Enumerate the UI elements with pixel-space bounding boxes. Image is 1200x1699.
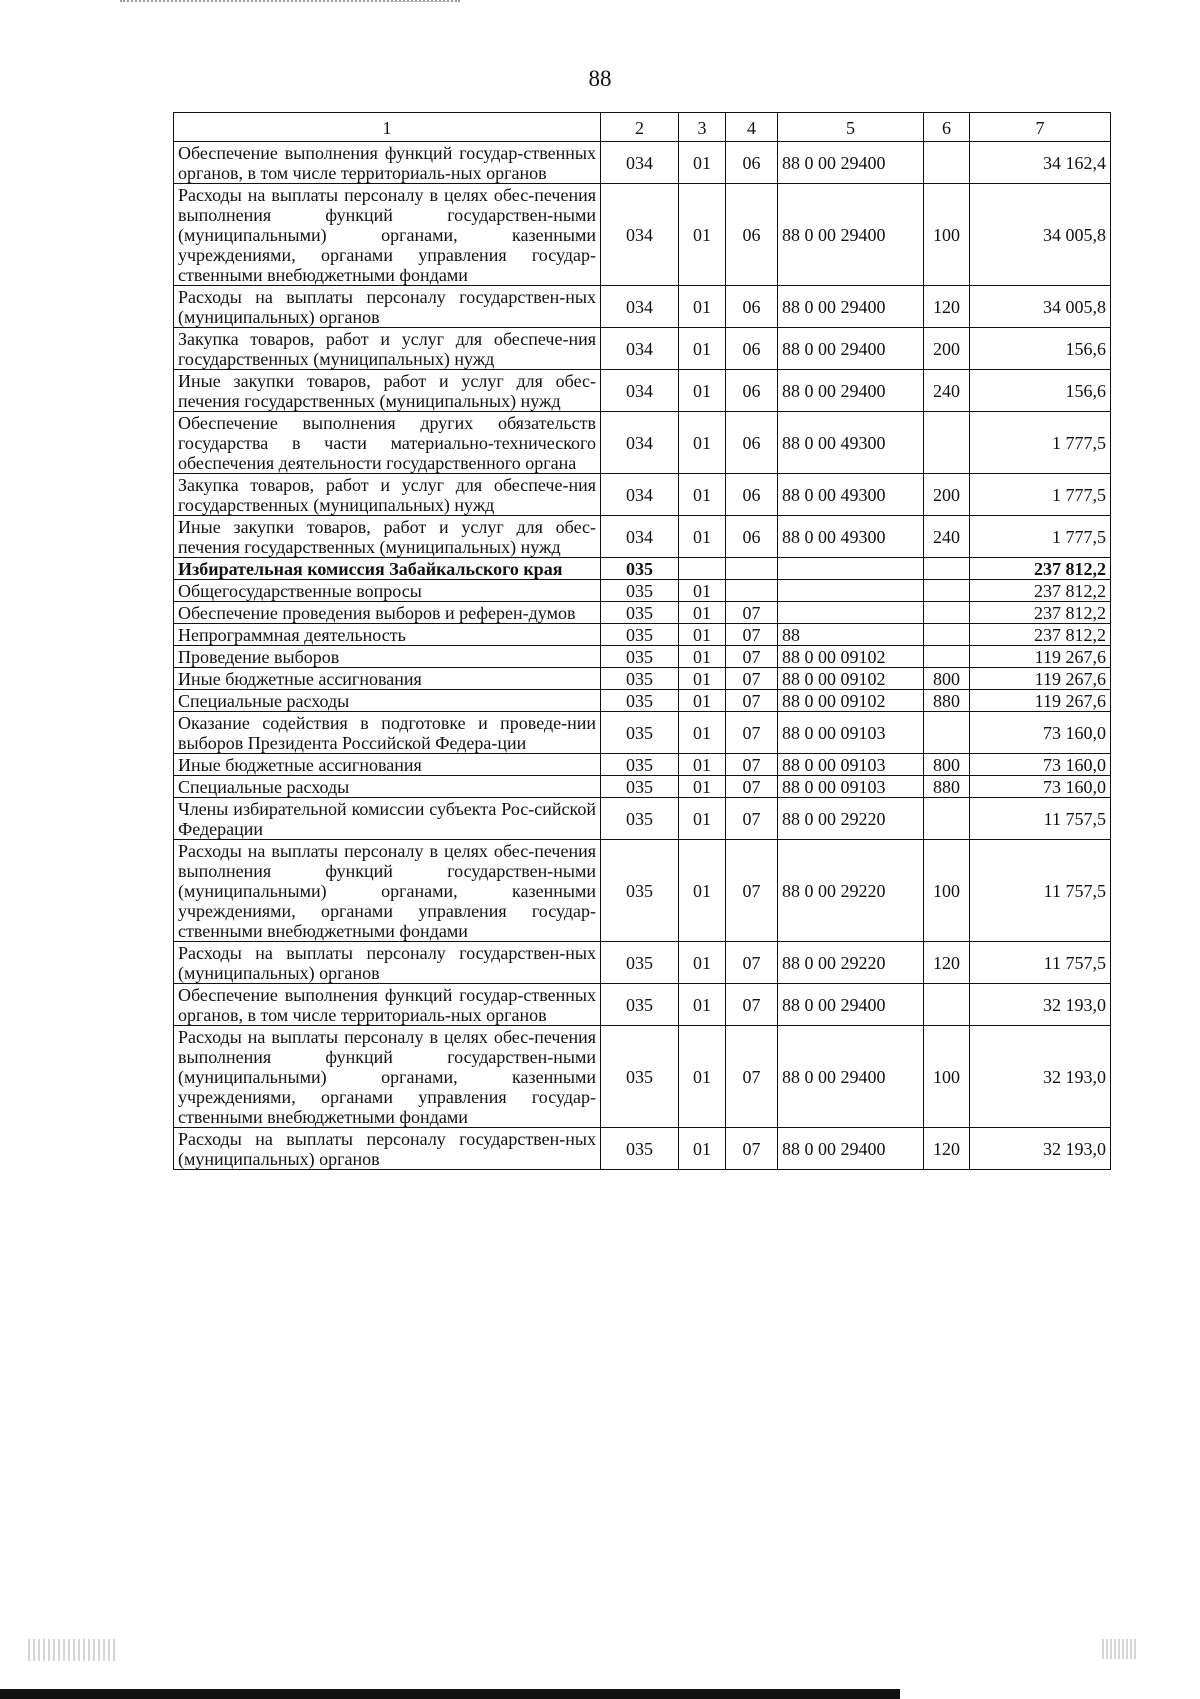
table-row bbox=[174, 516, 1111, 558]
cell-target-article: 88 0 00 29220 bbox=[778, 942, 924, 984]
cell-name: Непрограммная деятельность bbox=[174, 624, 601, 646]
cell-name: Расходы на выплаты персоналу в целях обес-печения выполнения функций государствен-ными (муниципальными) органами, казенными учреждениями, органами управления государ-ственными внебюджетными фондами bbox=[174, 840, 601, 942]
column-header: 4 bbox=[726, 113, 778, 142]
cell-section-code: 01 bbox=[679, 1026, 726, 1128]
cell-section-code: 01 bbox=[679, 646, 726, 668]
cell-amount: 119 267,6 bbox=[970, 668, 1111, 690]
table-row bbox=[174, 668, 1111, 690]
cell-target-article: 88 bbox=[778, 624, 924, 646]
cell-name: Расходы на выплаты персоналу государствен-ных (муниципальных) органов bbox=[174, 1128, 601, 1170]
cell-amount: 73 160,0 bbox=[970, 712, 1111, 754]
cell-subsection-code: 07 bbox=[726, 624, 778, 646]
cell-expense-kind: 240 bbox=[924, 370, 970, 412]
cell-subsection-code: 07 bbox=[726, 984, 778, 1026]
table-row bbox=[174, 1026, 1111, 1128]
cell-name: Расходы на выплаты персоналу в целях обес-печения выполнения функций государствен-ными (муниципальными) органами, казенными учреждениями, органами управления государ-ственными внебюджетными фондами bbox=[174, 1026, 601, 1128]
cell-ministry-code: 035 bbox=[601, 776, 679, 798]
table-row bbox=[174, 286, 1111, 328]
cell-subsection-code: 06 bbox=[726, 370, 778, 412]
cell-name: Оказание содействия в подготовке и проведе-нии выборов Президента Российской Федера-ции bbox=[174, 712, 601, 754]
cell-amount: 237 812,2 bbox=[970, 602, 1111, 624]
cell-expense-kind: 120 bbox=[924, 286, 970, 328]
cell-amount: 34 005,8 bbox=[970, 184, 1111, 286]
cell-name: Расходы на выплаты персоналу в целях обес-печения выполнения функций государствен-ными (муниципальными) органами, казенными учреждениями, органами управления государ-ственными внебюджетными фондами bbox=[174, 184, 601, 286]
cell-section-code: 01 bbox=[679, 370, 726, 412]
cell-subsection-code: 07 bbox=[726, 602, 778, 624]
cell-name: Иные закупки товаров, работ и услуг для обес-печения государственных (муниципальных) нужд bbox=[174, 516, 601, 558]
cell-expense-kind bbox=[924, 712, 970, 754]
cell-name: Иные бюджетные ассигнования bbox=[174, 668, 601, 690]
page-number: 88 bbox=[588, 66, 612, 91]
cell-subsection-code: 07 bbox=[726, 668, 778, 690]
cell-subsection-code: 07 bbox=[726, 840, 778, 942]
cell-name: Иные бюджетные ассигнования bbox=[174, 754, 601, 776]
cell-amount: 237 812,2 bbox=[970, 624, 1111, 646]
cell-ministry-code: 035 bbox=[601, 624, 679, 646]
cell-section-code: 01 bbox=[679, 798, 726, 840]
cell-section-code: 01 bbox=[679, 184, 726, 286]
cell-target-article bbox=[778, 580, 924, 602]
cell-name: Обеспечение выполнения функций государ-ственных органов, в том числе территориаль-ных органов bbox=[174, 984, 601, 1026]
cell-expense-kind: 200 bbox=[924, 328, 970, 370]
cell-expense-kind: 880 bbox=[924, 690, 970, 712]
cell-ministry-code: 034 bbox=[601, 286, 679, 328]
cell-name: Проведение выборов bbox=[174, 646, 601, 668]
cell-section-code: 01 bbox=[679, 1128, 726, 1170]
cell-subsection-code: 07 bbox=[726, 646, 778, 668]
cell-expense-kind bbox=[924, 798, 970, 840]
cell-section-code: 01 bbox=[679, 516, 726, 558]
cell-section-code: 01 bbox=[679, 602, 726, 624]
cell-expense-kind: 800 bbox=[924, 668, 970, 690]
cell-ministry-code: 035 bbox=[601, 1026, 679, 1128]
cell-amount: 1 777,5 bbox=[970, 474, 1111, 516]
cell-expense-kind bbox=[924, 646, 970, 668]
cell-subsection-code: 07 bbox=[726, 798, 778, 840]
cell-ministry-code: 034 bbox=[601, 412, 679, 474]
cell-target-article: 88 0 00 09103 bbox=[778, 712, 924, 754]
cell-ministry-code: 035 bbox=[601, 712, 679, 754]
cell-name: Избирательная комиссия Забайкальского края bbox=[174, 558, 601, 580]
table-row bbox=[174, 798, 1111, 840]
cell-amount: 11 757,5 bbox=[970, 798, 1111, 840]
cell-target-article: 88 0 00 09103 bbox=[778, 776, 924, 798]
cell-target-article: 88 0 00 29400 bbox=[778, 328, 924, 370]
cell-subsection-code: 07 bbox=[726, 1128, 778, 1170]
cell-expense-kind bbox=[924, 580, 970, 602]
cell-name: Обеспечение проведения выборов и референ-думов bbox=[174, 602, 601, 624]
cell-amount: 73 160,0 bbox=[970, 776, 1111, 798]
table-row bbox=[174, 690, 1111, 712]
cell-section-code: 01 bbox=[679, 942, 726, 984]
table-row bbox=[174, 754, 1111, 776]
cell-ministry-code: 035 bbox=[601, 668, 679, 690]
cell-target-article: 88 0 00 49300 bbox=[778, 516, 924, 558]
table-row bbox=[174, 776, 1111, 798]
cell-amount: 34 005,8 bbox=[970, 286, 1111, 328]
cell-expense-kind bbox=[924, 558, 970, 580]
cell-ministry-code: 035 bbox=[601, 602, 679, 624]
cell-target-article: 88 0 00 29220 bbox=[778, 840, 924, 942]
cell-amount: 32 193,0 bbox=[970, 984, 1111, 1026]
cell-amount: 32 193,0 bbox=[970, 1128, 1111, 1170]
cell-expense-kind bbox=[924, 624, 970, 646]
cell-section-code: 01 bbox=[679, 668, 726, 690]
cell-target-article bbox=[778, 602, 924, 624]
cell-amount: 119 267,6 bbox=[970, 646, 1111, 668]
cell-ministry-code: 034 bbox=[601, 516, 679, 558]
column-header: 7 bbox=[970, 113, 1111, 142]
cell-expense-kind: 240 bbox=[924, 516, 970, 558]
cell-subsection-code: 06 bbox=[726, 142, 778, 184]
cell-subsection-code: 06 bbox=[726, 328, 778, 370]
cell-name: Специальные расходы bbox=[174, 690, 601, 712]
cell-section-code: 01 bbox=[679, 624, 726, 646]
cell-target-article: 88 0 00 09102 bbox=[778, 646, 924, 668]
cell-name: Иные закупки товаров, работ и услуг для обес-печения государственных (муниципальных) нужд bbox=[174, 370, 601, 412]
cell-amount: 1 777,5 bbox=[970, 516, 1111, 558]
table-body bbox=[174, 142, 1111, 1170]
cell-section-code: 01 bbox=[679, 712, 726, 754]
budget-table bbox=[173, 112, 1111, 1170]
cell-name: Члены избирательной комиссии субъекта Рос-сийской Федерации bbox=[174, 798, 601, 840]
cell-expense-kind: 800 bbox=[924, 754, 970, 776]
cell-amount: 11 757,5 bbox=[970, 942, 1111, 984]
cell-expense-kind bbox=[924, 142, 970, 184]
cell-amount: 73 160,0 bbox=[970, 754, 1111, 776]
cell-ministry-code: 035 bbox=[601, 558, 679, 580]
cell-ministry-code: 035 bbox=[601, 1128, 679, 1170]
table-row bbox=[174, 142, 1111, 184]
cell-section-code: 01 bbox=[679, 754, 726, 776]
cell-ministry-code: 034 bbox=[601, 370, 679, 412]
cell-target-article: 88 0 00 09102 bbox=[778, 690, 924, 712]
cell-name: Закупка товаров, работ и услуг для обеспече-ния государственных (муниципальных) нужд bbox=[174, 328, 601, 370]
cell-target-article: 88 0 00 49300 bbox=[778, 474, 924, 516]
scan-top-edge-line bbox=[390, 1, 450, 2]
cell-section-code bbox=[679, 558, 726, 580]
cell-section-code: 01 bbox=[679, 328, 726, 370]
table-row bbox=[174, 474, 1111, 516]
cell-expense-kind: 100 bbox=[924, 1026, 970, 1128]
cell-ministry-code: 034 bbox=[601, 474, 679, 516]
cell-expense-kind: 200 bbox=[924, 474, 970, 516]
cell-subsection-code: 07 bbox=[726, 754, 778, 776]
cell-amount: 156,6 bbox=[970, 370, 1111, 412]
cell-expense-kind: 100 bbox=[924, 840, 970, 942]
cell-amount: 1 777,5 bbox=[970, 412, 1111, 474]
table-row bbox=[174, 1128, 1111, 1170]
cell-subsection-code: 06 bbox=[726, 516, 778, 558]
cell-section-code: 01 bbox=[679, 142, 726, 184]
cell-amount: 119 267,6 bbox=[970, 690, 1111, 712]
table-row bbox=[174, 984, 1111, 1026]
table-row bbox=[174, 580, 1111, 602]
table-row bbox=[174, 558, 1111, 580]
cell-section-code: 01 bbox=[679, 984, 726, 1026]
cell-subsection-code: 07 bbox=[726, 690, 778, 712]
cell-ministry-code: 035 bbox=[601, 984, 679, 1026]
cell-target-article: 88 0 00 29400 bbox=[778, 370, 924, 412]
cell-expense-kind: 880 bbox=[924, 776, 970, 798]
cell-target-article: 88 0 00 29220 bbox=[778, 798, 924, 840]
cell-ministry-code: 035 bbox=[601, 942, 679, 984]
column-header: 5 bbox=[778, 113, 924, 142]
cell-section-code: 01 bbox=[679, 580, 726, 602]
table-header-row bbox=[174, 113, 1111, 142]
cell-section-code: 01 bbox=[679, 776, 726, 798]
column-header: 6 bbox=[924, 113, 970, 142]
table-row bbox=[174, 942, 1111, 984]
cell-section-code: 01 bbox=[679, 412, 726, 474]
cell-target-article: 88 0 00 49300 bbox=[778, 412, 924, 474]
cell-name: Общегосударственные вопросы bbox=[174, 580, 601, 602]
table-row bbox=[174, 840, 1111, 942]
cell-name: Расходы на выплаты персоналу государствен-ных (муниципальных) органов bbox=[174, 286, 601, 328]
cell-target-article: 88 0 00 29400 bbox=[778, 1026, 924, 1128]
cell-name: Расходы на выплаты персоналу государствен-ных (муниципальных) органов bbox=[174, 942, 601, 984]
cell-target-article bbox=[778, 558, 924, 580]
cell-subsection-code: 06 bbox=[726, 474, 778, 516]
cell-expense-kind bbox=[924, 412, 970, 474]
cell-target-article: 88 0 00 09103 bbox=[778, 754, 924, 776]
cell-name: Специальные расходы bbox=[174, 776, 601, 798]
column-header: 3 bbox=[679, 113, 726, 142]
cell-expense-kind: 120 bbox=[924, 1128, 970, 1170]
cell-name: Закупка товаров, работ и услуг для обеспече-ния государственных (муниципальных) нужд bbox=[174, 474, 601, 516]
cell-amount: 34 162,4 bbox=[970, 142, 1111, 184]
cell-target-article: 88 0 00 29400 bbox=[778, 184, 924, 286]
table-row bbox=[174, 602, 1111, 624]
table-row bbox=[174, 412, 1111, 474]
cell-section-code: 01 bbox=[679, 840, 726, 942]
cell-ministry-code: 035 bbox=[601, 754, 679, 776]
cell-ministry-code: 034 bbox=[601, 328, 679, 370]
table-row bbox=[174, 646, 1111, 668]
cell-subsection-code: 06 bbox=[726, 184, 778, 286]
cell-ministry-code: 034 bbox=[601, 184, 679, 286]
cell-target-article: 88 0 00 29400 bbox=[778, 984, 924, 1026]
cell-subsection-code bbox=[726, 580, 778, 602]
cell-amount: 32 193,0 bbox=[970, 1026, 1111, 1128]
cell-section-code: 01 bbox=[679, 286, 726, 328]
cell-subsection-code: 07 bbox=[726, 942, 778, 984]
cell-amount: 237 812,2 bbox=[970, 580, 1111, 602]
cell-subsection-code: 07 bbox=[726, 776, 778, 798]
cell-section-code: 01 bbox=[679, 474, 726, 516]
cell-amount: 156,6 bbox=[970, 328, 1111, 370]
cell-ministry-code: 035 bbox=[601, 580, 679, 602]
cell-target-article: 88 0 00 29400 bbox=[778, 1128, 924, 1170]
cell-subsection-code bbox=[726, 558, 778, 580]
cell-expense-kind bbox=[924, 602, 970, 624]
cell-expense-kind: 100 bbox=[924, 184, 970, 286]
cell-section-code: 01 bbox=[679, 690, 726, 712]
cell-ministry-code: 035 bbox=[601, 840, 679, 942]
column-header: 1 bbox=[174, 113, 601, 142]
cell-target-article: 88 0 00 29400 bbox=[778, 142, 924, 184]
cell-subsection-code: 07 bbox=[726, 1026, 778, 1128]
cell-ministry-code: 035 bbox=[601, 690, 679, 712]
table-row bbox=[174, 624, 1111, 646]
cell-ministry-code: 035 bbox=[601, 798, 679, 840]
cell-ministry-code: 034 bbox=[601, 142, 679, 184]
cell-subsection-code: 07 bbox=[726, 712, 778, 754]
cell-subsection-code: 06 bbox=[726, 412, 778, 474]
cell-name: Обеспечение выполнения функций государ-ственных органов, в том числе территориаль-ных органов bbox=[174, 142, 601, 184]
table-row bbox=[174, 328, 1111, 370]
cell-expense-kind: 120 bbox=[924, 942, 970, 984]
cell-expense-kind bbox=[924, 984, 970, 1026]
cell-subsection-code: 06 bbox=[726, 286, 778, 328]
cell-amount: 237 812,2 bbox=[970, 558, 1111, 580]
scan-artifact bbox=[1102, 1639, 1138, 1659]
cell-ministry-code: 035 bbox=[601, 646, 679, 668]
table-row bbox=[174, 370, 1111, 412]
column-header: 2 bbox=[601, 113, 679, 142]
cell-amount: 11 757,5 bbox=[970, 840, 1111, 942]
scan-bottom-edge bbox=[0, 1689, 900, 1699]
table-row bbox=[174, 184, 1111, 286]
cell-target-article: 88 0 00 29400 bbox=[778, 286, 924, 328]
table-row bbox=[174, 712, 1111, 754]
cell-name: Обеспечение выполнения других обязательств государства в части материально-технического обеспечения деятельности государственного органа bbox=[174, 412, 601, 474]
cell-target-article: 88 0 00 09102 bbox=[778, 668, 924, 690]
scan-artifact bbox=[28, 1639, 118, 1661]
